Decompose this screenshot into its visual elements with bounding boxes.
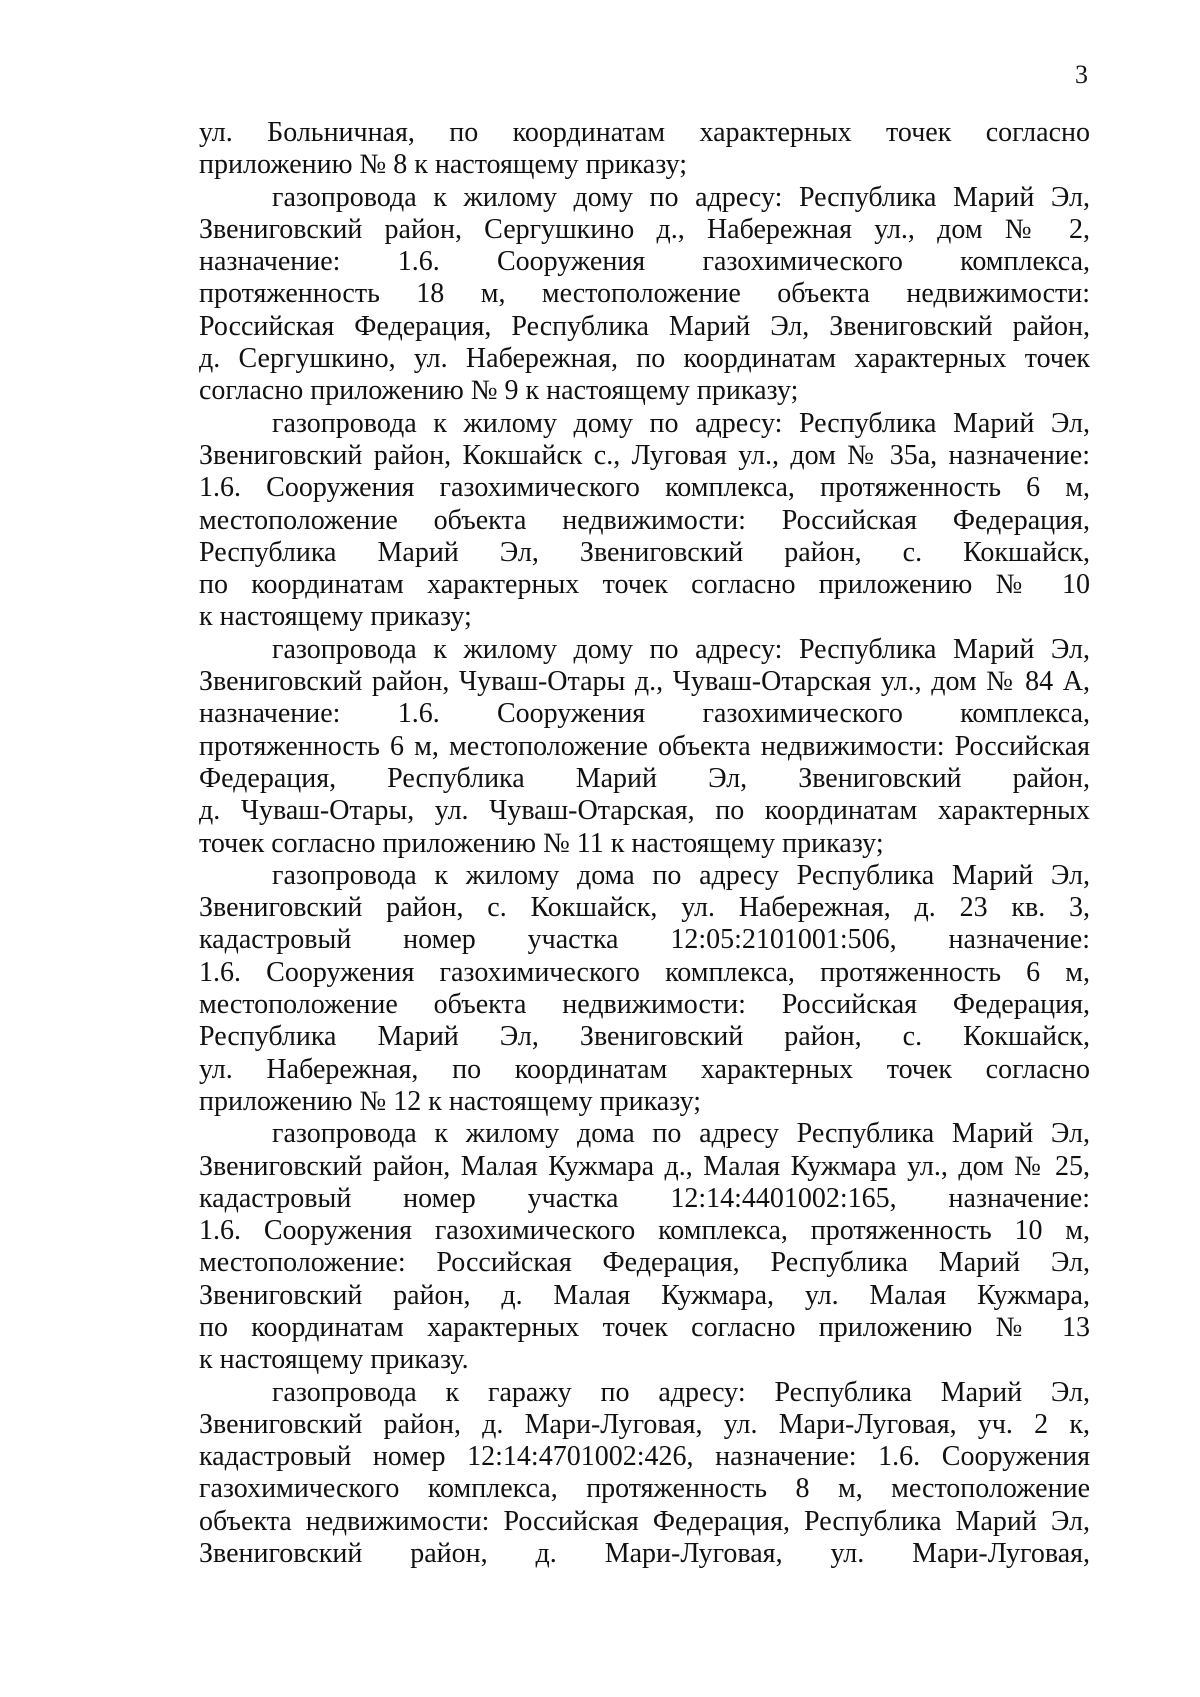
text-line: ул. Набережная, по координатам характерных точек согласно xyxy=(199,1053,1090,1085)
text-line: протяженность 18 м, местоположение объекта недвижимости: xyxy=(199,278,1090,310)
text-line: по координатам характерных точек согласно приложению № 13 xyxy=(199,1311,1090,1343)
text-line: Звениговский район, Кокшайск с., Луговая ул., дом № 35а, назначение: xyxy=(199,439,1090,471)
text-line: местоположение объекта недвижимости: Российская Федерация, xyxy=(199,989,1090,1021)
text-line: Республика Марий Эл, Звениговский район, с. Кокшайск, xyxy=(199,1021,1090,1053)
text-line: местоположение объекта недвижимости: Российская Федерация, xyxy=(199,504,1090,536)
text-line: к настоящему приказу. xyxy=(199,1344,469,1376)
text-line: ул. Больничная, по координатам характерных точек согласно xyxy=(199,117,1090,148)
page-number: 3 xyxy=(1075,60,1088,89)
paragraph-mari-lugovaya xyxy=(199,1377,1090,1571)
text-line: Звениговский район, д. Малая Кужмара, ул. Малая Кужмара, xyxy=(199,1279,1090,1311)
text-line: газопровода к жилому дому по адресу: Республика Марий Эл, xyxy=(272,633,1090,665)
paragraph-malaya-kuzhmara xyxy=(199,1118,1090,1376)
text-line: объекта недвижимости: Российская Федерация, Республика Марий Эл, xyxy=(199,1505,1090,1537)
text-line: газопровода к жилому дому по адресу: Республика Марий Эл, xyxy=(272,407,1090,439)
text-line: д. Сергушкино, ул. Набережная, по координатам характерных точек xyxy=(199,343,1090,375)
text-line: газопровода к жилому дому по адресу: Республика Марий Эл, xyxy=(272,181,1090,213)
text-line: Звениговский район, Сергушкино д., Набережная ул., дом № 2, xyxy=(199,213,1090,245)
text-line: 1.6. Сооружения газохимического комплекса, протяженность 6 м, xyxy=(199,956,1090,988)
text-line: приложению № 8 к настоящему приказу; xyxy=(199,149,688,181)
paragraph-sergushkino xyxy=(199,182,1090,408)
text-line: Республика Марий Эл, Звениговский район, с. Кокшайск, xyxy=(199,536,1090,568)
text-line: Федерация, Республика Марий Эл, Звениговский район, xyxy=(199,762,1090,794)
text-line: газопровода к жилому дома по адресу Республика Марий Эл, xyxy=(272,1118,1090,1150)
text-line: Звениговский район, Чуваш-Отары д., Чуваш-Отарская ул., дом № 84 А, xyxy=(199,666,1090,698)
text-line: Звениговский район, д. Мари-Луговая, ул. Мари-Луговая, уч. 2 к, xyxy=(199,1408,1090,1440)
paragraph-kokshaisk-naberezhnaya xyxy=(199,860,1090,1118)
text-line: местоположение: Российская Федерация, Республика Марий Эл, xyxy=(199,1247,1090,1279)
text-line: газохимического комплекса, протяженность 8 м, местоположение xyxy=(199,1473,1090,1505)
text-line: газопровода к гаражу по адресу: Республика Марий Эл, xyxy=(272,1376,1090,1408)
text-line: Российская Федерация, Республика Марий Эл, Звениговский район, xyxy=(199,310,1090,342)
text-line: по координатам характерных точек согласно приложению № 10 xyxy=(199,569,1090,601)
text-line: к настоящему приказу; xyxy=(199,601,472,633)
paragraph-continuation xyxy=(199,117,1090,182)
text-line: 1.6. Сооружения газохимического комплекса, протяженность 10 м, xyxy=(199,1215,1090,1247)
text-line: приложению № 12 к настоящему приказу; xyxy=(199,1085,702,1117)
text-line: газопровода к жилому дома по адресу Республика Марий Эл, xyxy=(272,859,1090,891)
text-line: Звениговский район, Малая Кужмара д., Малая Кужмара ул., дом № 25, xyxy=(199,1150,1090,1182)
text-line: протяженность 6 м, местоположение объекта недвижимости: Российская xyxy=(199,730,1090,762)
text-line: д. Чуваш-Отары, ул. Чуваш-Отарская, по координатам характерных xyxy=(199,795,1090,827)
text-line: кадастровый номер участка 12:14:4401002:165, назначение: xyxy=(199,1182,1090,1214)
text-line: назначение: 1.6. Сооружения газохимического комплекса, xyxy=(199,698,1090,730)
document-body xyxy=(199,117,1090,1570)
text-line: точек согласно приложению № 11 к настоящему приказу; xyxy=(199,827,884,859)
text-line: кадастровый номер участка 12:05:2101001:506, назначение: xyxy=(199,924,1090,956)
text-line: кадастровый номер 12:14:4701002:426, назначение: 1.6. Сооружения xyxy=(199,1441,1090,1473)
text-line: согласно приложению № 9 к настоящему приказу; xyxy=(199,375,799,407)
paragraph-kokshaisk-lugovaya xyxy=(199,408,1090,634)
text-line: 1.6. Сооружения газохимического комплекса, протяженность 6 м, xyxy=(199,472,1090,504)
paragraph-chuvash-otary xyxy=(199,634,1090,860)
text-line: Звениговский район, с. Кокшайск, ул. Набережная, д. 23 кв. 3, xyxy=(199,892,1090,924)
text-line: Звениговский район, д. Мари-Луговая, ул. Мари-Луговая, xyxy=(199,1538,1090,1570)
text-line: назначение: 1.6. Сооружения газохимического комплекса, xyxy=(199,246,1090,278)
